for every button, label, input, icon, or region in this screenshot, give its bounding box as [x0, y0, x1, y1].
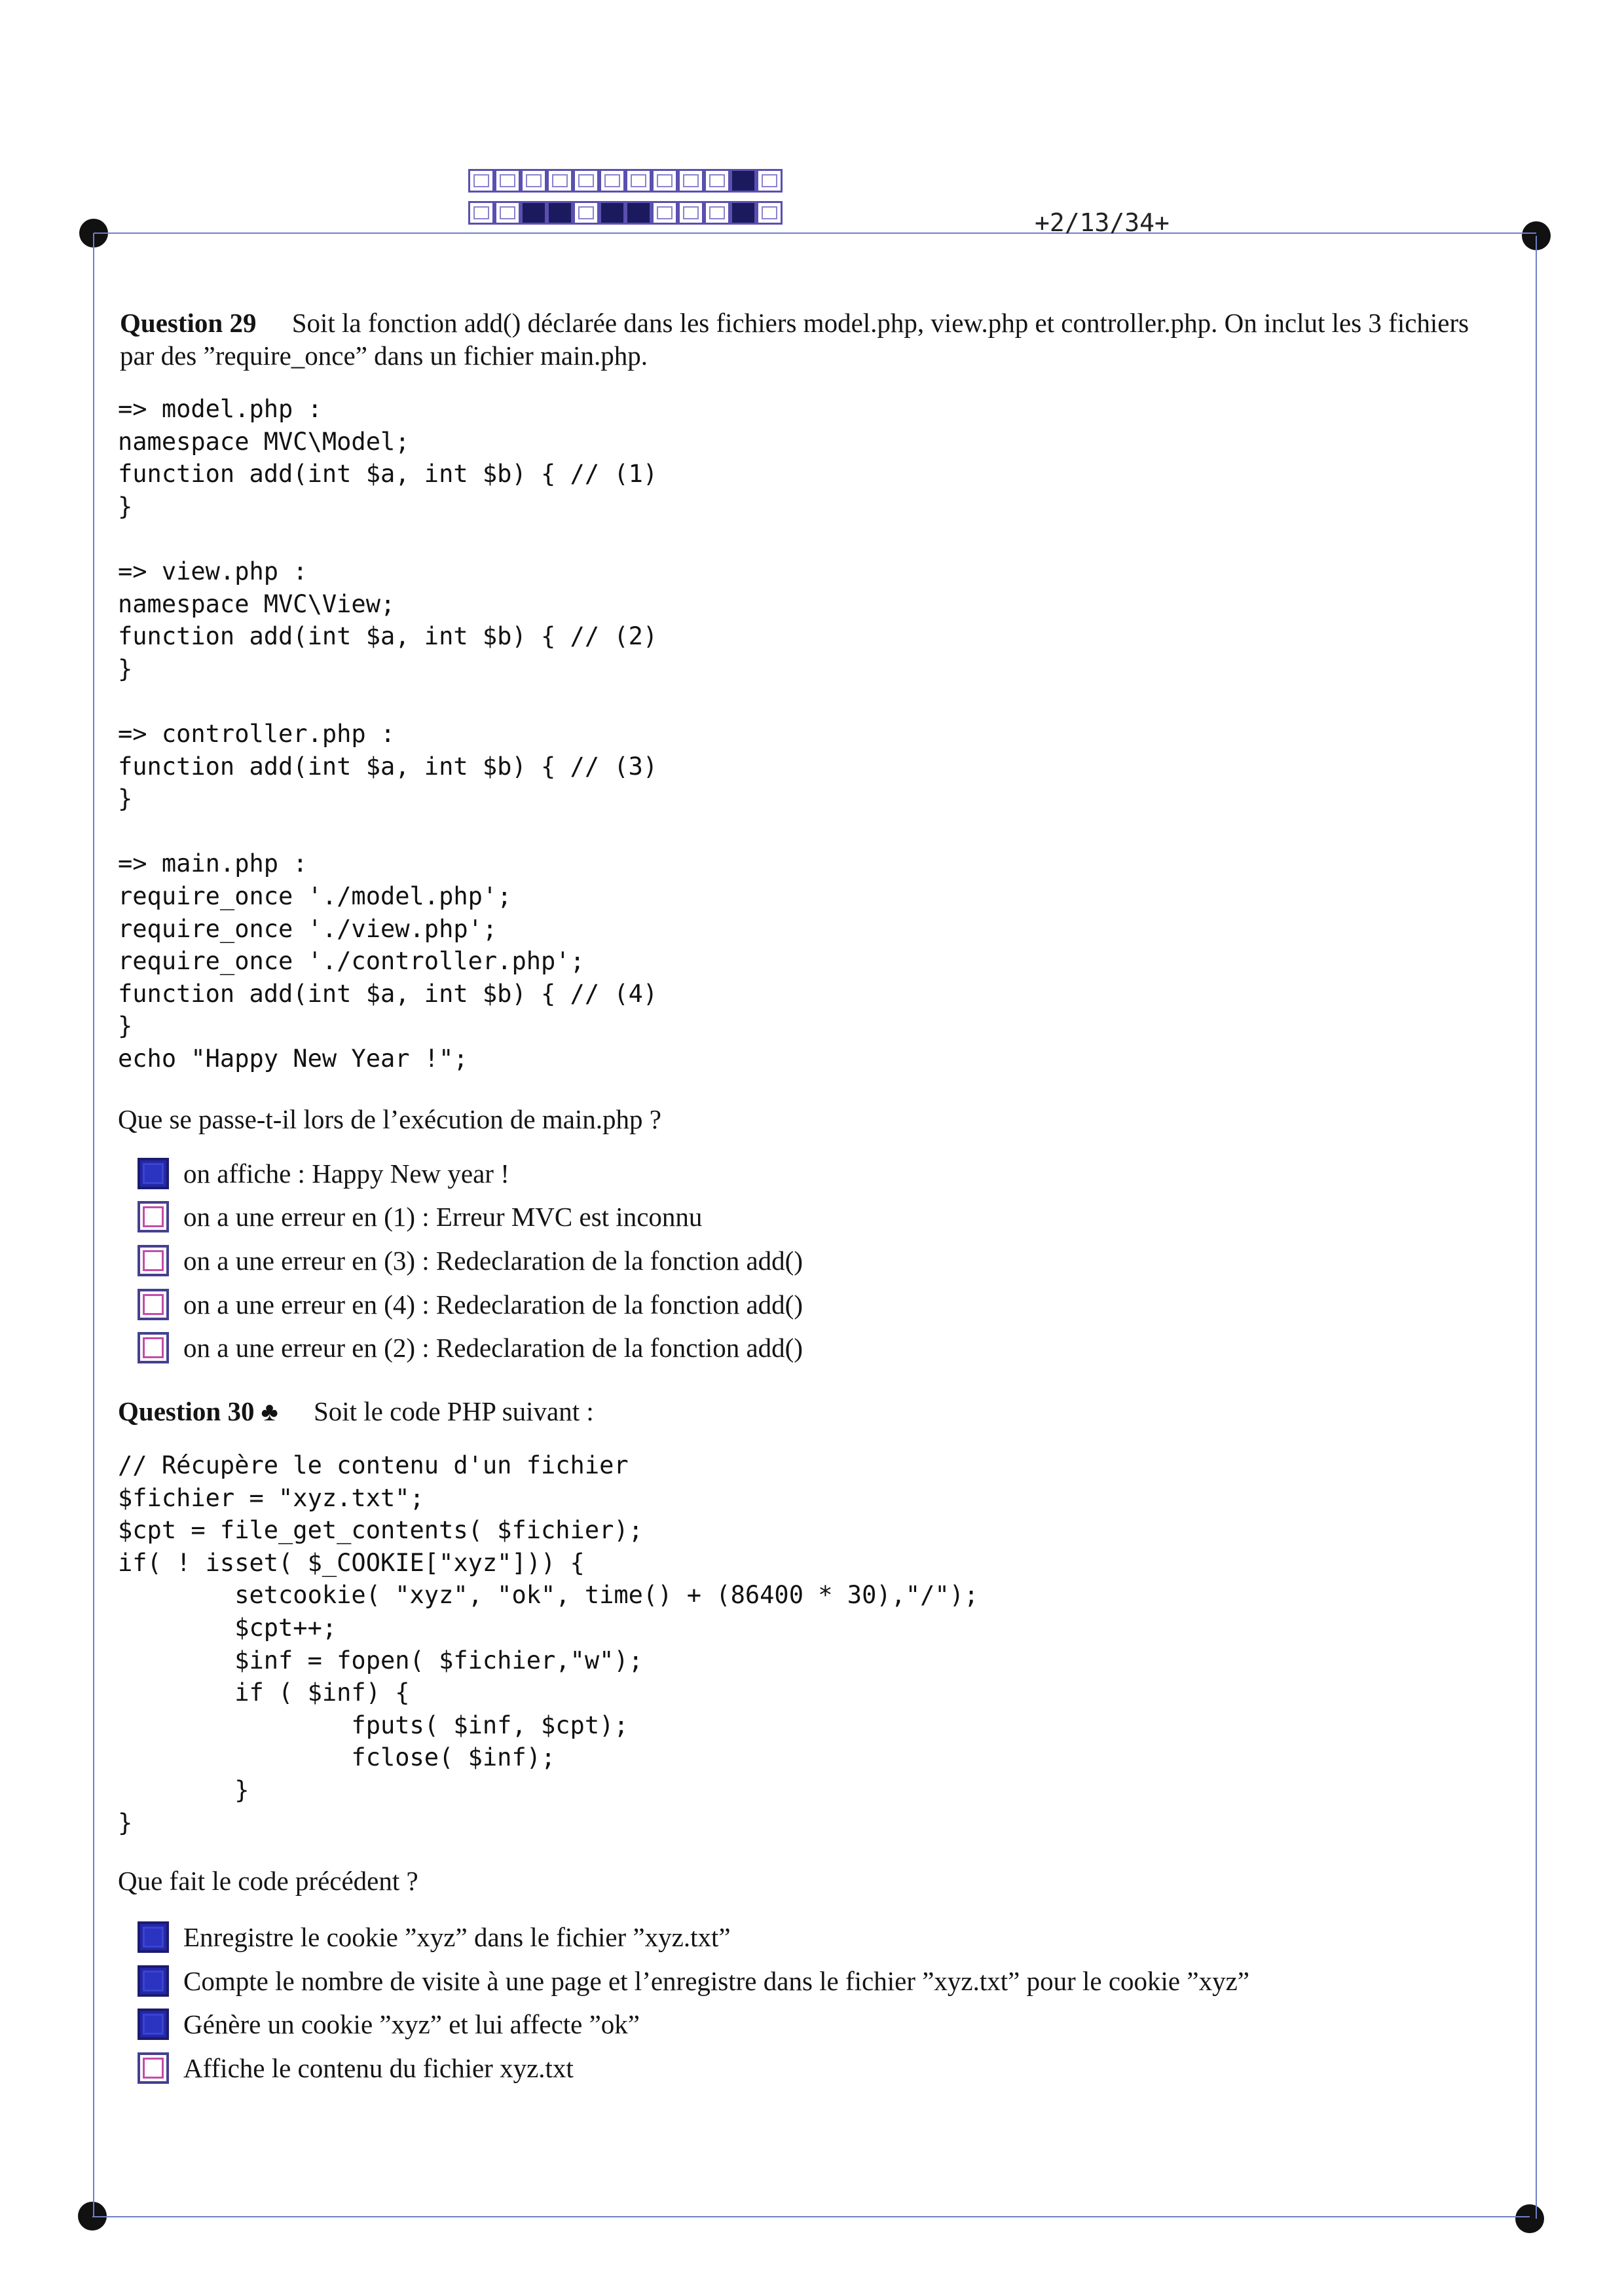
answer-label: on a une erreur en (3) : Redeclaration de la fonction add() — [183, 1246, 803, 1276]
answer-label: Affiche le contenu du fichier xyz.txt — [183, 2053, 574, 2083]
checkbox[interactable] — [138, 1332, 169, 1363]
code-cell — [573, 201, 599, 225]
frame-top — [94, 232, 1536, 234]
code-cell — [547, 169, 573, 193]
answer-label: Génère un cookie ”xyz” et lui affecte ”ok” — [183, 2009, 640, 2039]
checkbox[interactable] — [138, 1921, 169, 1953]
checkbox[interactable] — [138, 1201, 169, 1232]
question-30-header — [118, 1395, 594, 1428]
code-cell — [521, 169, 547, 193]
code-cell — [678, 201, 704, 225]
answer-option[interactable] — [138, 2050, 574, 2086]
checkbox[interactable] — [138, 1289, 169, 1320]
code-cell — [599, 169, 625, 193]
code-cell — [468, 169, 494, 193]
code-cell — [599, 201, 625, 225]
code-cell — [704, 201, 730, 225]
code-block: => model.php : namespace MVC\Model; function add(int $a, int $b) { // (1) } => view.php : namespace MVC\View; function add(int $a, int $b) { // (2) } => controller.php : function add(int $a, int $b) { // (3) } => main.php : require_once './model.php'; require_once './view.php'; require_once './controller.php'; function add(int $a, int $b) { // (4) } echo "Happy New Year !"; — [118, 395, 658, 1073]
code-cell — [547, 201, 573, 225]
code-cell — [494, 201, 521, 225]
code-cell — [521, 201, 547, 225]
question-label: Question 30 — [118, 1396, 255, 1426]
page-id: +2/13/34+ — [1035, 208, 1170, 237]
question-label: Question 29 — [120, 308, 257, 338]
code-cell — [652, 169, 678, 193]
code-cell — [494, 169, 521, 193]
code-cell — [573, 169, 599, 193]
checkbox[interactable] — [138, 2052, 169, 2084]
answer-label: on a une erreur en (2) : Redeclaration de la fonction add() — [183, 1333, 803, 1363]
code-cell — [730, 201, 756, 225]
answer-option[interactable] — [138, 1242, 803, 1279]
question-prompt: Que fait le code précédent ? — [118, 1866, 418, 1896]
code-cell — [678, 169, 704, 193]
code-cell — [625, 201, 652, 225]
question-prompt: Que se passe-t-il lors de l’exécution de main.php ? — [118, 1104, 661, 1134]
answer-label: Compte le nombre de visite à une page et l’enregistre dans le fichier ”xyz.txt” pour le cookie ”xyz” — [183, 1966, 1249, 1996]
answer-option[interactable] — [138, 1919, 731, 1955]
code-cell — [652, 201, 678, 225]
checkbox[interactable] — [138, 2009, 169, 2040]
answer-label: Enregistre le cookie ”xyz” dans le fichier ”xyz.txt” — [183, 1922, 731, 1952]
code-cell — [756, 201, 783, 225]
question-29-header — [120, 306, 1521, 372]
answer-option[interactable] — [138, 2006, 640, 2043]
answer-label: on affiche : Happy New year ! — [183, 1158, 509, 1189]
answer-label: on a une erreur en (1) : Erreur MVC est inconnu — [183, 1202, 703, 1232]
frame-bottom — [92, 2216, 1530, 2217]
answer-option[interactable] — [138, 1155, 509, 1192]
page-code-row — [468, 169, 783, 196]
answer-option[interactable] — [138, 1198, 702, 1235]
code-block: // Récupère le contenu d'un fichier $fichier = "xyz.txt"; $cpt = file_get_contents( $fichier); if( ! isset( $_COOKIE["xyz"])) { setcookie( "xyz", "ok", time() + (86400 * 30),"/"); $cpt++; $inf = fopen( $fichier,"w"); if ( $inf) { fputs( $inf, $cpt); fclose( $inf); } } — [118, 1451, 979, 1837]
question-text-cont: par des ”require_once” dans un fichier main.php. — [120, 341, 648, 371]
page-code-row — [468, 201, 783, 229]
answer-option[interactable] — [138, 1329, 803, 1366]
answer-label: on a une erreur en (4) : Redeclaration de la fonction add() — [183, 1289, 803, 1320]
answer-option[interactable] — [138, 1963, 1249, 1999]
checkbox[interactable] — [138, 1158, 169, 1189]
club-icon: ♣ — [261, 1397, 278, 1426]
code-cell — [730, 169, 756, 193]
checkbox[interactable] — [138, 1965, 169, 1997]
frame-right — [1536, 236, 1537, 2219]
code-cell — [756, 169, 783, 193]
answer-option[interactable] — [138, 1286, 803, 1323]
checkbox[interactable] — [138, 1245, 169, 1276]
code-cell — [468, 201, 494, 225]
question-text: Soit la fonction add() déclarée dans les fichiers model.php, view.php et controller.php. On inclut les 3 fichiers — [291, 308, 1469, 338]
frame-left — [93, 233, 94, 2216]
code-cell — [625, 169, 652, 193]
code-cell — [704, 169, 730, 193]
question-text: Soit le code PHP suivant : — [313, 1396, 594, 1426]
registration-mark-bottom-right — [1515, 2204, 1544, 2233]
